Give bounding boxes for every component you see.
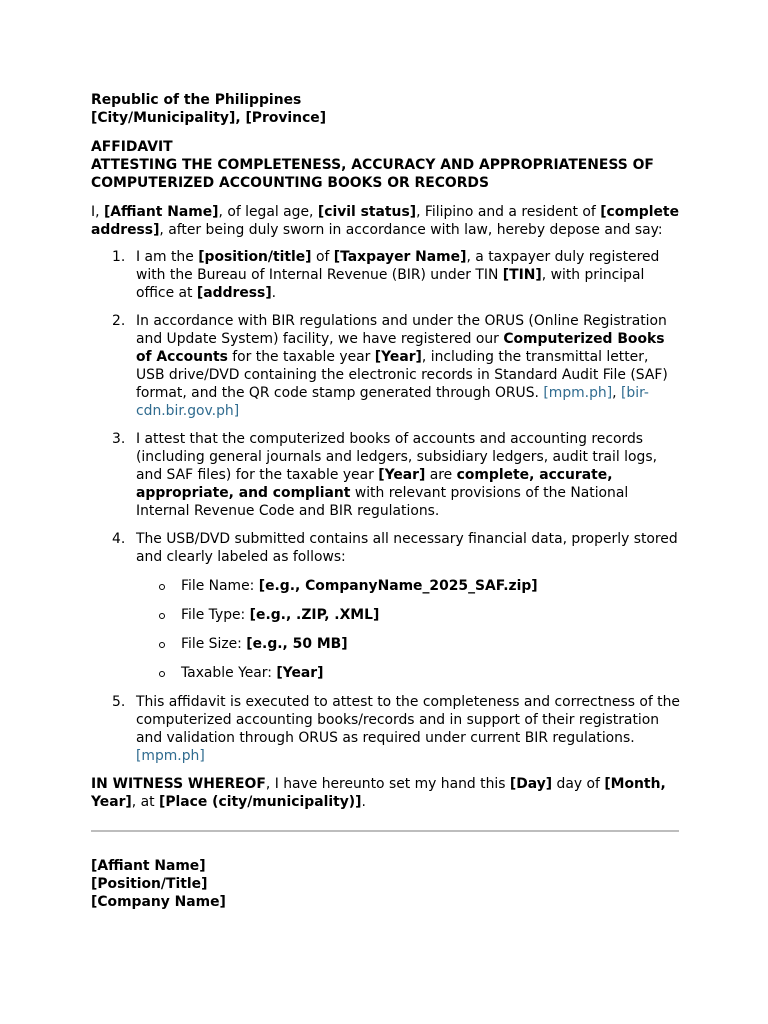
list-item: File Type: [e.g., .ZIP, .XML] <box>181 606 681 624</box>
clause-5: 5. This affidavit is executed to attest to the completeness and correctness of the computerized accounting books/records and in support of their registration and validation through ORUS as required under current BIR regulations. [mpm.ph] <box>136 693 681 765</box>
position-placeholder: [position/title] <box>198 249 312 265</box>
signature-block <box>91 857 681 911</box>
bir-cdn-link[interactable]: [bir-cdn.bir.gov.ph] <box>136 385 649 419</box>
signature-company: [Company Name] <box>91 894 226 910</box>
tin-placeholder: [TIN] <box>502 267 542 283</box>
witness-paragraph: IN WITNESS WHEREOF, I have hereunto set my hand this [Day] day of [Month, Year], at [Place (city/municipality)]. <box>91 776 666 810</box>
divider <box>91 830 679 832</box>
mpm-link[interactable]: [mpm.ph] <box>543 385 613 401</box>
compliance-text: complete, accurate, appropriate, and compliant <box>136 467 613 501</box>
civil-status-placeholder: [civil status] <box>317 204 417 220</box>
list-item: File Size: [e.g., 50 MB] <box>181 635 681 653</box>
document-title <box>91 138 681 192</box>
file-details-list <box>136 577 681 682</box>
signature-position: [Position/Title] <box>91 876 208 892</box>
document-header <box>91 91 681 127</box>
clause-2: 2. In accordance with BIR regulations and under the ORUS (Online Registration and Update System) facility, we have registered our Computerized Books of Accounts for the taxable year [Year], including the transmittal letter, USB drive/DVD containing the electronic records in Standard Audit File (SAF) format, and the QR code stamp generated through ORUS. [mpm.ph], [bir-cdn.bir.gov.ph] <box>136 312 681 420</box>
mpm-link[interactable]: [mpm.ph] <box>136 748 205 764</box>
address-placeholder: [complete address] <box>91 204 679 238</box>
month-year-placeholder: [Month, Year] <box>91 776 666 810</box>
signature-affiant-name: [Affiant Name] <box>91 858 206 874</box>
affidavit-document <box>91 91 681 911</box>
province-placeholder: [Province] <box>245 110 327 126</box>
intro-paragraph: I, [Affiant Name], of legal age, [civil status], Filipino and a resident of [complete address], after being duly sworn in accordance with law, hereby depose and say: <box>91 204 679 238</box>
clauses-list <box>91 248 681 765</box>
year-placeholder: [Year] <box>374 349 422 365</box>
clause-4: 4. The USB/DVD submitted contains all necessary financial data, properly stored and clearly labeled as follows: File Name: [e.g., CompanyName_2025_SAF.zip] File Type: [e.g., .ZIP, .XML] File Size: [e.g., 50 MB] Taxable Year: [Year] <box>136 530 681 682</box>
clause-3: 3. I attest that the computerized books of accounts and accounting records (including general journals and ledgers, subsidiary ledgers, audit trail logs, and SAF files) for the taxable year [Year] are complete, accurate, appropriate, and compliant with relevant provisions of the National Internal Revenue Code and BIR regulations. <box>136 430 681 520</box>
title-affidavit: AFFIDAVIT <box>91 139 173 155</box>
books-of-accounts-text: Computerized Books of Accounts <box>136 331 665 365</box>
office-address-placeholder: [address] <box>196 285 272 301</box>
day-placeholder: [Day] <box>509 776 553 792</box>
country-line: Republic of the Philippines <box>91 92 302 108</box>
year-placeholder: [Year] <box>378 467 426 483</box>
title-subject: ATTESTING THE COMPLETENESS, ACCURACY AND APPROPRIATENESS OF COMPUTERIZED ACCOUNTING BOOKS OR RECORDS <box>91 157 654 191</box>
taxpayer-placeholder: [Taxpayer Name] <box>333 249 467 265</box>
affiant-name-placeholder: [Affiant Name] <box>103 204 219 220</box>
list-item: Taxable Year: [Year] <box>181 664 681 682</box>
place-placeholder: [Place (city/municipality)] <box>159 794 362 810</box>
location-line: [City/Municipality], [Province] <box>91 110 327 126</box>
clause-1: 1. I am the [position/title] of [Taxpayer Name], a taxpayer duly registered with the Bureau of Internal Revenue (BIR) under TIN [TIN], with principal office at [address]. <box>136 248 681 302</box>
city-placeholder: [City/Municipality] <box>91 110 236 126</box>
list-item: File Name: [e.g., CompanyName_2025_SAF.zip] <box>181 577 681 595</box>
